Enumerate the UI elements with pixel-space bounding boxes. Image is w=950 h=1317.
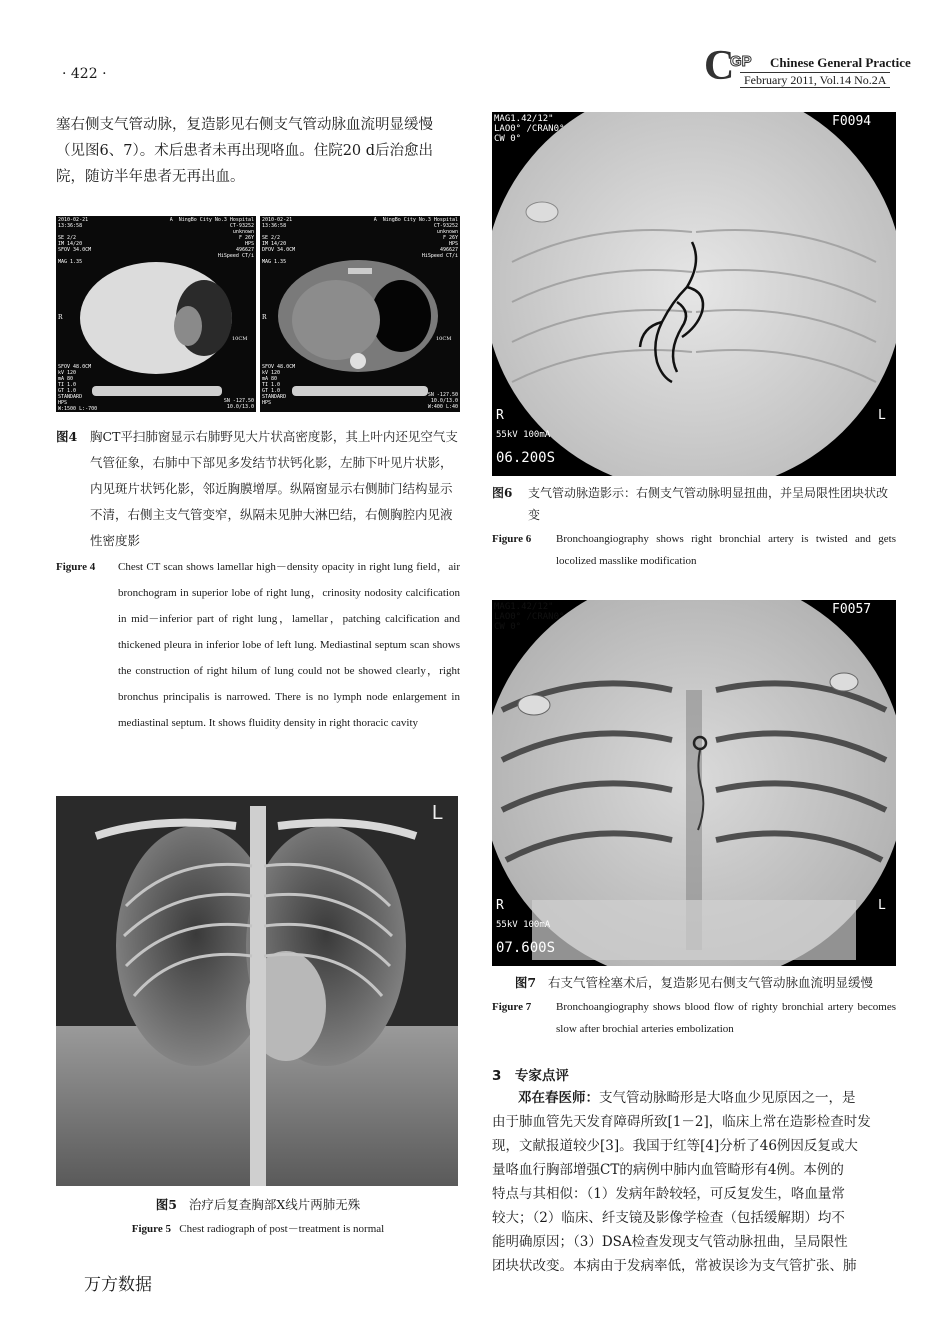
figure5-caption-cn-text: 治疗后复查胸部X线片两肺无殊: [188, 1197, 361, 1212]
section3-body: [492, 1086, 896, 1278]
text-line: 量咯血行胸部增强CT的病例中肺内血管畸形有4例。本例的: [492, 1162, 844, 1178]
figure6-caption-cn: [492, 482, 896, 526]
figure7-label-cn: 图7: [514, 975, 537, 990]
figure4-caption-en: [56, 554, 460, 736]
figure7-image: [492, 600, 896, 966]
fig7-overlay-tr: F0057: [832, 602, 872, 617]
text-line: [492, 1086, 896, 1110]
figure4-caption-en-text: Chest CT scan shows lamellar high－density opacity in right lung field，air bronchogram in superior lobe of right lung，crinosity nodosity calcification in mid－inferior part of right lung，lamellar，patching calcification and thickened pleura in inferior lobe of left lung. Mediastinal septum scan shows the construction of right hilum of lung could not be showed clearly，right bronchus principalis is narrowed. There is no lymph node enlargement in mediastinal septum. It shows fluidity density in right thoracic cavity: [118, 561, 460, 729]
fig7-overlay-kv: 55kV 100mA: [496, 920, 551, 930]
text-line: 现，文献报道较少[3]。我国于红等[4]分析了46例因反复或大: [492, 1138, 858, 1154]
ct-right-overlay-br: SN -127.50 10.0/13.0 W:400 L:40: [427, 392, 458, 410]
ct-right-overlay-cm: 10CM: [436, 336, 452, 342]
ct-left-overlay-bl: SFOV 48.0CM kV 120 mA 80 TI 1.0 GT 1.0 STANDARD HPS W:1500 L:-700: [58, 364, 98, 412]
figure6-caption-en-text: Bronchoangiography shows right bronchial artery is twisted and gets locolized masslike modification: [556, 533, 896, 567]
ct-right-overlay-bl: SFOV 48.0CM kV 120 mA 80 TI 1.0 GT 1.0 STANDARD HPS: [262, 364, 296, 406]
text-line: （见图6、7）。术后患者未再出现咯血。住院20 d后治愈出: [56, 143, 434, 159]
fig6-overlay-tr: F0094: [832, 114, 872, 129]
fig6-overlay-r: R: [496, 408, 504, 423]
figure5-label-cn: 图5: [155, 1197, 177, 1212]
figure7-caption-cn-text: 右支气管栓塞术后，复造影见右侧支气管动脉血流明显缓慢: [548, 975, 874, 990]
figure6-image: [492, 112, 896, 476]
figure4-caption-cn-text: 胸CT平扫肺窗显示右肺野见大片状高密度影，其上叶内还见空气支气管征象，右肺中下部见多发结节状钙化影，左肺下叶见片状影，内见斑片状钙化影，邻近胸膜增厚。纵隔窗显示右侧肺门结构显示不清，右侧主支气管变窄，纵隔未见肿大淋巴结，右侧胸腔内见液性密度影: [90, 429, 458, 548]
journal-issue: February 2011, Vol.14 No.2A: [740, 72, 890, 88]
fig6-overlay-l: L: [878, 408, 886, 423]
fig6-overlay-kv: 55kV 100mA: [496, 430, 551, 440]
fig7-overlay-time: 07.600S: [496, 940, 556, 956]
text-line: 团块状改变。本病由于发病率低，常被误诊为支气管扩张、肺: [492, 1258, 857, 1274]
section3-heading: 3 专家点评: [492, 1068, 569, 1084]
fig6-overlay-time: 06.200S: [496, 450, 556, 466]
journal-name: Chinese General Practice: [770, 55, 911, 70]
ct-right-overlay-tr: A NingBo City No.3 Hospital CT-93252 unknown F 26Y HPS 496627 HiSpeed CT/i: [373, 217, 458, 259]
footer-watermark: 万方数据: [84, 1275, 152, 1295]
journal-logo-gp: GP: [730, 53, 752, 70]
left-intro-text: [56, 112, 460, 190]
ct-right-overlay-r: R: [262, 314, 267, 321]
journal-header: [704, 43, 911, 89]
fig6-overlay-tl: MAG1.42/12" LAO0° /CRAN0° CW 0°: [494, 114, 565, 144]
xray-marker: L: [432, 802, 444, 824]
fig7-overlay-l: L: [878, 898, 886, 913]
ct-left-overlay-cm: 10CM: [232, 336, 248, 342]
figure5-image: [56, 796, 458, 1186]
figure5-caption-cn: [56, 1192, 460, 1218]
section3-lead: 邓在春医师：: [518, 1090, 599, 1106]
figure7-caption-en: [492, 996, 896, 1040]
journal-logo: C: [704, 43, 735, 89]
figure4-label-en: Figure 4: [56, 561, 96, 573]
text-line: 特点与其相似：（1）发病年龄较轻，可反复发生，咯血量常: [492, 1186, 845, 1202]
fig7-overlay-r: R: [496, 898, 504, 913]
figure5-caption-en-text: Chest radiograph of post－treatment is normal: [179, 1223, 385, 1235]
figure7-caption-en-text: Bronchoangiography shows blood flow of righty bronchial artery becomes slow after brochial arteries embolization: [556, 1001, 896, 1035]
ct-right-overlay-tl: 2010-02-21 13:36:58 SE 2/2 IM 14/20 DFOV 34.0CM MAG 1.35: [262, 217, 296, 265]
figure4-caption-cn: [56, 424, 460, 554]
figure5-label-en: Figure 5: [131, 1223, 171, 1235]
text-line: 较大；（2）临床、纤支镜及影像学检查（包括缓解期）均不: [492, 1210, 845, 1226]
text-line-content: 支气管动脉畸形是大咯血少见原因之一，是: [599, 1090, 856, 1106]
figure5-caption-en: [56, 1218, 460, 1240]
figure6-label-en: Figure 6: [492, 533, 532, 545]
figure7-label-en: Figure 7: [492, 1001, 532, 1013]
figure6-caption-cn-text: 支气管动脉造影示：右侧支气管动脉明显扭曲，并呈局限性团块状改变: [528, 486, 889, 522]
ct-left-overlay-r: R: [58, 314, 63, 321]
text-line: 塞右侧支气管动脉，复造影见右侧支气管动脉血流明显缓慢: [56, 117, 433, 133]
figure6-label-cn: 图6: [492, 486, 513, 500]
ct-left-overlay-br: SN -127.50 10.0/13.0: [223, 398, 254, 410]
figure4-label-cn: 图4: [56, 429, 78, 444]
fig7-overlay-tl: MAG1.42/12" LAO0° /CRAN0° CW 0°: [494, 602, 565, 632]
text-line: 能明确原因；（3）DSA检查发现支气管动脉扭曲，呈局限性: [492, 1234, 848, 1250]
text-line: 院，随访半年患者无再出血。: [56, 169, 245, 185]
figure4-image: [56, 216, 460, 412]
figure6-caption-en: [492, 528, 896, 572]
figure7-caption-cn: [492, 972, 896, 994]
page-number: · 422 ·: [62, 66, 107, 82]
ct-left-overlay-tr: A NingBo City No.3 Hospital CT-93252 unknown F 26Y HPS 496627 HiSpeed CT/i: [169, 217, 254, 259]
ct-left-overlay-tl: 2010-02-21 13:36:58 SE 2/2 IM 14/20 SFOV 34.0CM MAG 1.35: [58, 217, 92, 265]
text-line: 由于肺血管先天发育障碍所致[1－2]，临床上常在造影检查时发: [492, 1114, 871, 1130]
